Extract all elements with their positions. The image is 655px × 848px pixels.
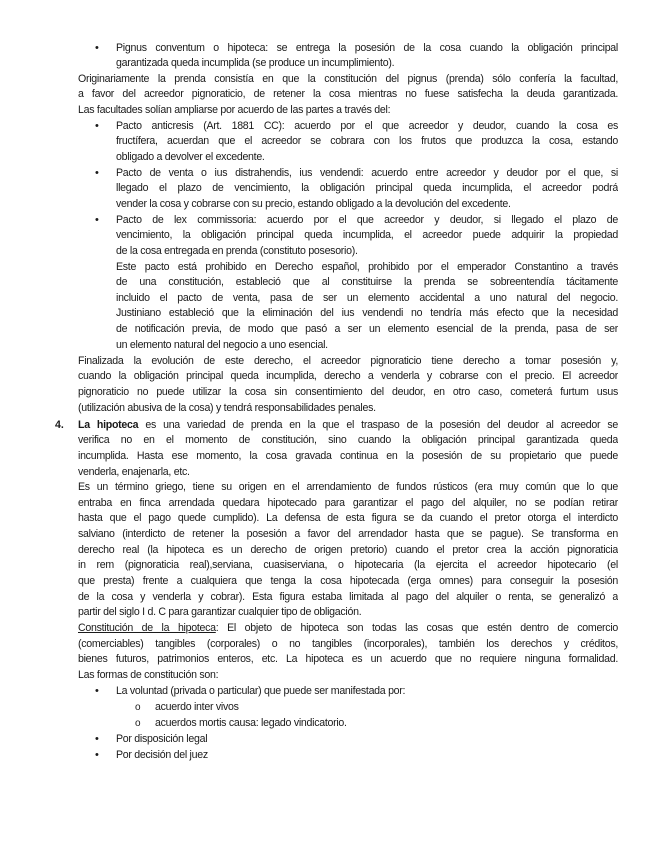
form-sub-mortis-causa: acuerdos mortis causa: legado vindicatorio. bbox=[155, 717, 347, 729]
form-sub-inter-vivos: acuerdo inter vivos bbox=[155, 701, 239, 713]
commissoria-line-4: Este pacto está prohibido en Derecho español, prohibido por el emperador Constantino a través bbox=[116, 261, 618, 273]
constitution-line-1 bbox=[78, 621, 618, 636]
bullet-icon bbox=[95, 119, 103, 134]
greek-line-5: derecho real (la hipoteca es un derecho de origen pretorio) cuando el pretor crea la acción pignoraticia bbox=[78, 544, 618, 556]
constitution-line-3: bienes futuros, patrimonios enteros, etc. La hipoteca es un acuerdo que no requiere ninguna formalidad. bbox=[78, 653, 618, 665]
origin-line-3: Las facultades solían ampliarse por acuerdo de las partes a través del: bbox=[78, 104, 391, 116]
section-number: 4. bbox=[55, 419, 64, 431]
commissoria-line-8: de notificación previa, de modo que pasó a ser un elemento esencial de la prenda, pasa de ser bbox=[116, 323, 618, 335]
commissoria-line-3: de la cosa entregada en prenda (constituto posesorio). bbox=[116, 245, 358, 257]
constitution-line-1-text: : El objeto de hipoteca son todas las cosas que estén dentro de comercio bbox=[215, 622, 618, 634]
constitution-heading: Constitución de la hipoteca bbox=[78, 622, 216, 634]
hipoteca-line-3: incumplida. Hasta ese momento, la cosa gravada continua en la posesión de su propietario que puede bbox=[78, 450, 618, 462]
sub-bullet-icon bbox=[135, 700, 143, 715]
final-line-2: cuando la obligación principal queda incumplida, derecho a venderla y cobrarse con el precio. El acreedor bbox=[78, 370, 618, 382]
greek-line-2: entraba en finca arrendada quedara hipotecado para garantizar el pago del alquiler, no se podían retirar bbox=[78, 497, 618, 509]
greek-line-4: salviano (interdicto de retener la posesión a favor del arrendador hasta que se pague). Se transforma en bbox=[78, 528, 618, 540]
bullet-icon bbox=[95, 166, 103, 181]
final-line-1: Finalizada la evolución de este derecho, el acreedor pignoraticio tiene derecho a tomar posesión y, bbox=[78, 355, 618, 367]
commissoria-line-6: incluido el pacto de venta, pasa de ser un elemento accidental a uno natural del negocio. bbox=[116, 292, 618, 304]
hipoteca-term: La hipoteca bbox=[78, 419, 139, 431]
bullet-icon bbox=[95, 748, 103, 763]
bullet-icon bbox=[95, 41, 103, 56]
venta-line-1: Pacto de venta o ius distrahendis, ius vendendi: acuerdo entre acreedor y deudor por el que, si bbox=[116, 167, 618, 179]
commissoria-line-2: vencimiento, la obligación principal queda incumplida, el acreedor puede adquirir la propiedad bbox=[116, 229, 618, 241]
commissoria-line-9: un elemento natural del negocio a uno esencial. bbox=[116, 339, 328, 351]
greek-line-8: de la cosa y venderla y cobrar). Esta figura estaba limitada al pago del alquiler o renta, se generalizó a bbox=[78, 591, 618, 603]
hipoteca-line-1-text: es una variedad de prenda en la que el traspaso de la posesión del deudor al acreedor se bbox=[138, 419, 618, 431]
greek-line-1: Es un término griego, tiene su origen en el arrendamiento de fundos rústicos (era muy común que lo que bbox=[78, 481, 618, 493]
pignus-line-2: garantizada queda incumplida (se produce un incumplimiento). bbox=[116, 57, 395, 69]
anticresis-line-2: fructífera, acuerdan que el acreedor se cobrara con los frutos que produzca la cosa, estando bbox=[116, 135, 618, 147]
venta-line-2: llegado el plazo de vencimiento, la obligación principal queda incumplida, el acreedor podrá bbox=[116, 182, 618, 194]
sub-bullet-icon bbox=[135, 716, 143, 731]
form-voluntad: La voluntad (privada o particular) que puede ser manifestada por: bbox=[116, 685, 406, 697]
hipoteca-line-4: venderla, enajenarla, etc. bbox=[78, 466, 190, 478]
origin-line-1: Originariamente la prenda consistía en que la constitución del pignus (prenda) sólo confería la facultad, bbox=[78, 73, 618, 85]
bullet-icon bbox=[95, 684, 103, 699]
hipoteca-line-2: verifica no en el momento de constitución, sino cuando la obligación principal garantizada queda bbox=[78, 434, 618, 446]
form-legal: Por disposición legal bbox=[116, 733, 208, 745]
form-juez: Por decisión del juez bbox=[116, 749, 208, 761]
final-line-4: (utilización abusiva de la cosa) y tendrá responsabilidades penales. bbox=[78, 402, 376, 414]
pignus-line-1: Pignus conventum o hipoteca: se entrega la posesión de la cosa cuando la obligación principal bbox=[116, 42, 618, 54]
greek-line-3: hasta que el pago quede cumplido). La defensa de esta figura se da cuando el pretor otorga el interdicto bbox=[78, 512, 618, 524]
final-line-3: pignoraticio no puede utilizar la cosa sin consentimiento del deudor, en otro caso, cometerá furtum usus bbox=[78, 386, 618, 398]
greek-line-9: partir del siglo I d. C para garantizar cualquier tipo de obligación. bbox=[78, 606, 362, 618]
bullet-icon bbox=[95, 732, 103, 747]
commissoria-line-5: de una constitución, estableció que al constituirse la prenda se sobreentendía tácitamente bbox=[116, 276, 618, 288]
hipoteca-line-1 bbox=[78, 418, 618, 433]
bullet-icon bbox=[95, 213, 103, 228]
commissoria-line-7: Justiniano estableció que la eliminación del ius vendendi no tendría más efecto que la necesidad bbox=[116, 307, 618, 319]
venta-line-3: vender la cosa y cobrarse con su precio, estando obligado a la devolución del excedente. bbox=[116, 198, 511, 210]
origin-line-2: a favor del acreedor pignoraticio, de retener la cosa mientras no fuese satisfecha la deuda garantizada. bbox=[78, 88, 618, 100]
commissoria-line-1: Pacto de lex commissoria: acuerdo por el que acreedor y deudor, si llegado el plazo de bbox=[116, 214, 618, 226]
anticresis-line-3: obligado a devolver el excedente. bbox=[116, 151, 265, 163]
greek-line-7: que presta) frente a cualquiera que tenga la cosa hipotecada (erga omnes) para conseguir la posesión bbox=[78, 575, 618, 587]
anticresis-line-1: Pacto anticresis (Art. 1881 CC): acuerdo por el que acreedor y deudor, cuando la cosa es bbox=[116, 120, 618, 132]
constitution-line-4: Las formas de constitución son: bbox=[78, 669, 219, 681]
greek-line-6: in rem (pignoraticia real),serviana, cuasiserviana, o hipotecaria (la ejercita el acreedor hipotecario (el bbox=[78, 559, 618, 571]
constitution-line-2: (comerciables) tangibles (corporales) o no tangibles (incorporales), también los derechos y créditos, bbox=[78, 638, 618, 650]
